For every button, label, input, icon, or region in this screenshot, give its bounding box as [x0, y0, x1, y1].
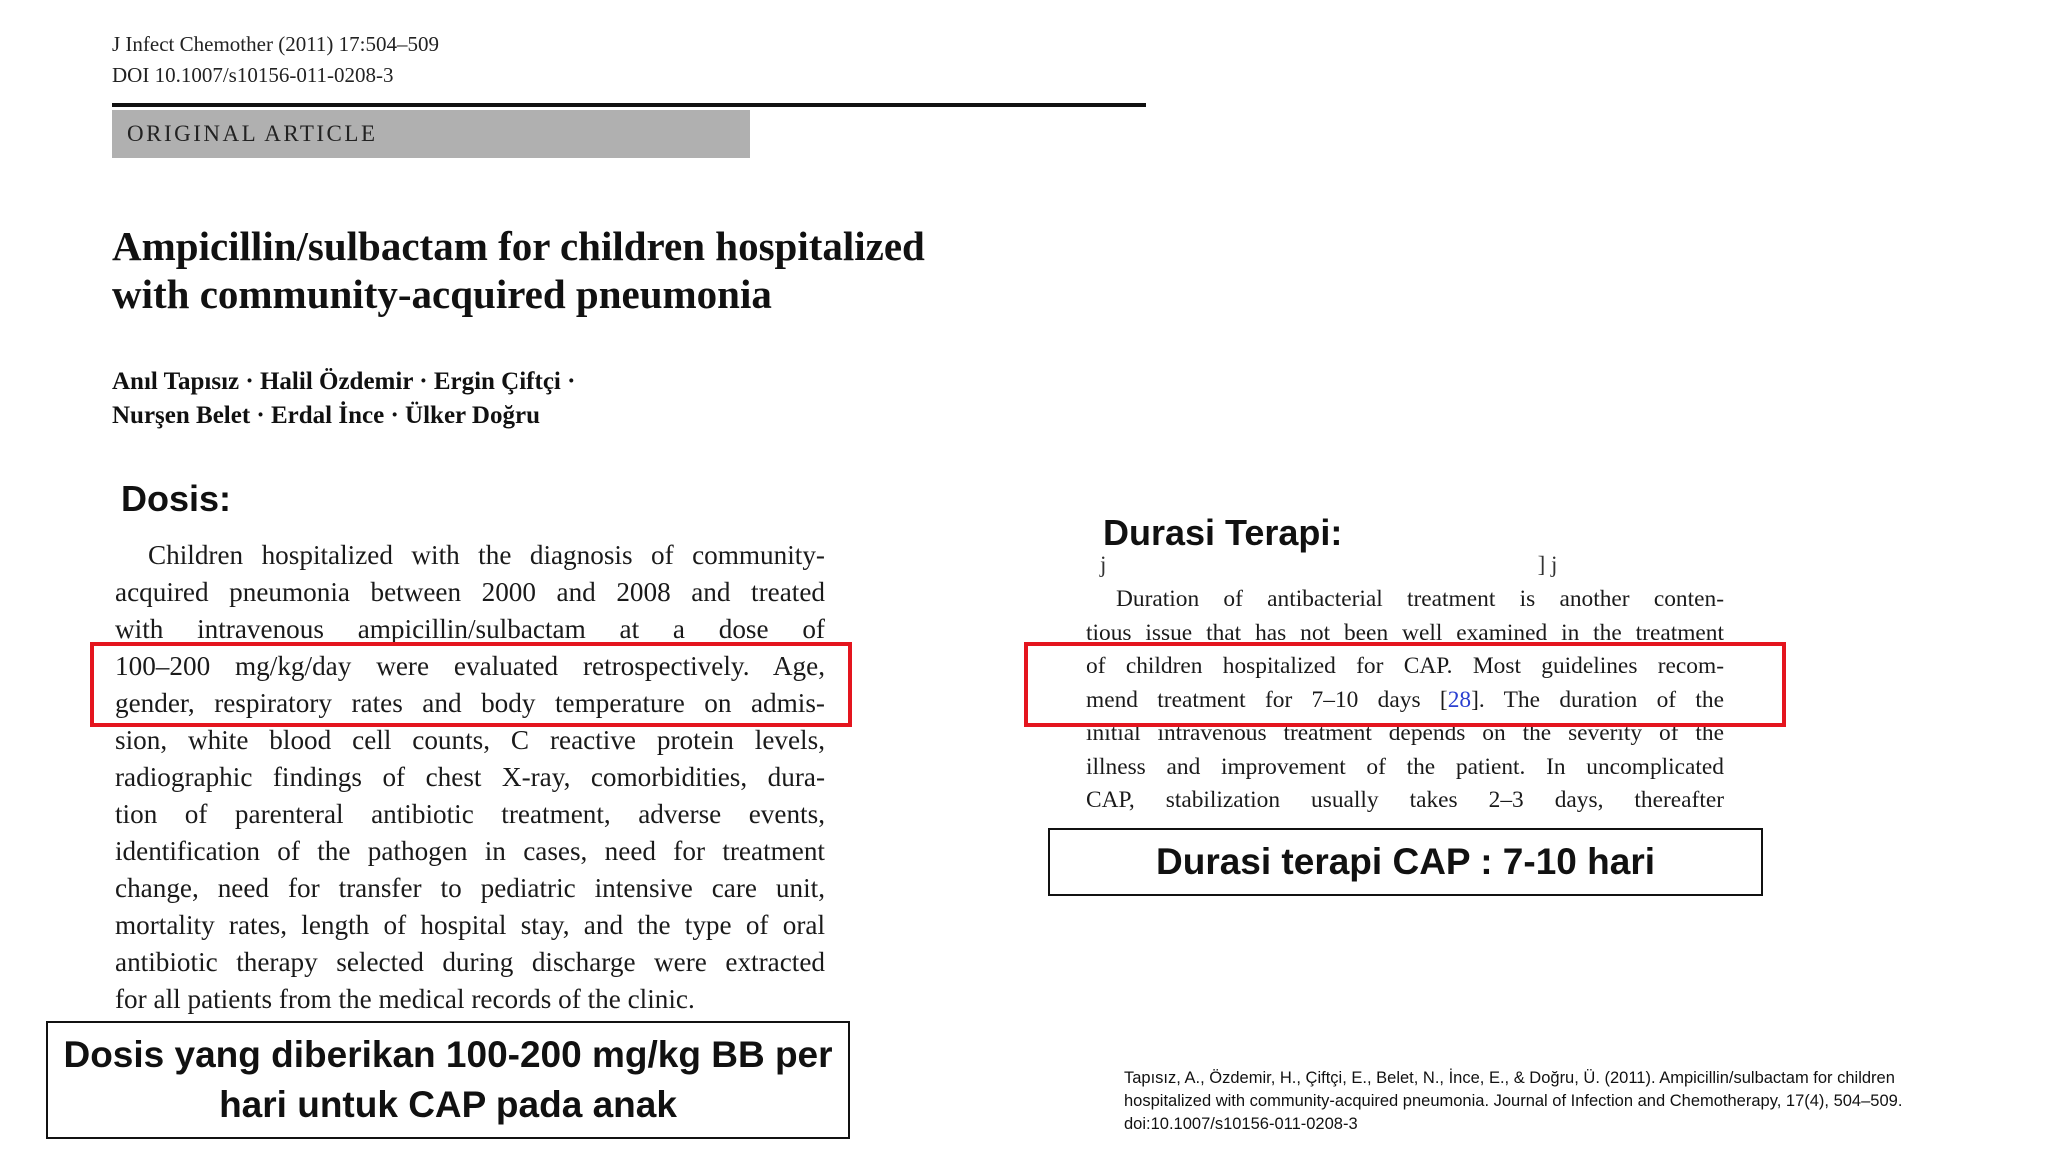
dosis-line: tion of parenteral antibiotic treatment, adverse events,	[115, 799, 825, 829]
authors-line: Anıl Tapısız · Halil Özdemir · Ergin Çiftçi ·	[112, 368, 576, 395]
dosis-paragraph	[115, 537, 825, 1018]
durasi-line: CAP, stabilization usually takes 2–3 days, thereafter	[1086, 787, 1724, 813]
reference-line: hospitalized with community-acquired pneumonia. Journal of Infection and Chemotherapy, 17(4), 504–509.	[1124, 1092, 1903, 1110]
dosis-line: identification of the pathogen in cases, need for treatment	[115, 836, 825, 866]
reference-note	[1124, 1067, 1984, 1136]
reference-line: Tapısız, A., Özdemir, H., Çiftçi, E., Belet, N., İnce, E., & Doğru, Ü. (2011). Ampicillin/sulbactam for children	[1124, 1069, 1895, 1087]
durasi-summary-box	[1048, 828, 1763, 896]
article-title-line: with community-acquired pneumonia	[112, 271, 772, 317]
dosis-line: 100–200 mg/kg/day were evaluated retrospectively. Age,	[115, 651, 825, 681]
journal-doi: DOI 10.1007/s10156-011-0208-3	[112, 63, 394, 87]
durasi-line: tious issue that has not been well examined in the treatment	[1086, 619, 1724, 646]
dosis-line: sion, white blood cell counts, C reactive protein levels,	[115, 725, 825, 755]
durasi-line: illness and improvement of the patient. In uncomplicated	[1086, 753, 1724, 780]
reference-citation-link[interactable]: 28	[1447, 686, 1472, 713]
durasi-summary-text: Durasi terapi CAP : 7-10 hari	[1156, 841, 1655, 882]
journal-citation: J Infect Chemother (2011) 17:504–509	[112, 32, 439, 56]
durasi-heading: Durasi Terapi:	[1103, 512, 1343, 553]
dosis-heading: Dosis:	[121, 478, 232, 519]
durasi-line: initial intravenous treatment depends on the severity of the	[1086, 720, 1724, 746]
section-label: ORIGINAL ARTICLE	[127, 121, 378, 146]
dosis-line: gender, respiratory rates and body temperature on admis-	[115, 688, 825, 718]
dosis-summary-text: Dosis yang diberikan 100-200 mg/kg BB per hari untuk CAP pada anak	[63, 1034, 833, 1125]
section-band	[112, 110, 750, 158]
dosis-line: change, need for transfer to pediatric intensive care unit,	[115, 873, 825, 903]
dosis-line: radiographic findings of chest X-ray, comorbidities, dura-	[115, 762, 825, 792]
article-title-line: Ampicillin/sulbactam for children hospitalized	[112, 223, 925, 269]
cut-off-line-fragment: j ] j	[1100, 552, 1558, 577]
dosis-line: for all patients from the medical records of the clinic.	[115, 984, 695, 1014]
durasi-line: of children hospitalized for CAP. Most guidelines recom-	[1086, 653, 1724, 679]
dosis-line: with intravenous ampicillin/sulbactam at a dose of	[115, 614, 825, 644]
header-rule	[112, 103, 1146, 107]
dosis-summary-box	[46, 1021, 850, 1139]
dosis-line: acquired pneumonia between 2000 and 2008 and treated	[115, 577, 825, 607]
authors-line: Nurşen Belet · Erdal İnce · Ülker Doğru	[112, 402, 540, 429]
dosis-line: mortality rates, length of hospital stay, and the type of oral	[115, 910, 825, 940]
durasi-highlight-box	[1024, 642, 1786, 727]
dosis-highlight-box	[90, 642, 852, 727]
durasi-line-part: mend treatment for 7–10 days [	[1086, 686, 1448, 713]
durasi-line: Duration of antibacterial treatment is another conten-	[1116, 586, 1724, 612]
reference-line: doi:10.1007/s10156-011-0208-3	[1124, 1115, 1358, 1133]
dosis-line: antibiotic therapy selected during discharge were extracted	[115, 947, 825, 977]
article-title	[112, 222, 1072, 318]
dosis-line: Children hospitalized with the diagnosis of community-	[148, 540, 825, 570]
durasi-line-part: ]. The duration of the	[1471, 686, 1725, 713]
article-authors	[112, 365, 872, 433]
